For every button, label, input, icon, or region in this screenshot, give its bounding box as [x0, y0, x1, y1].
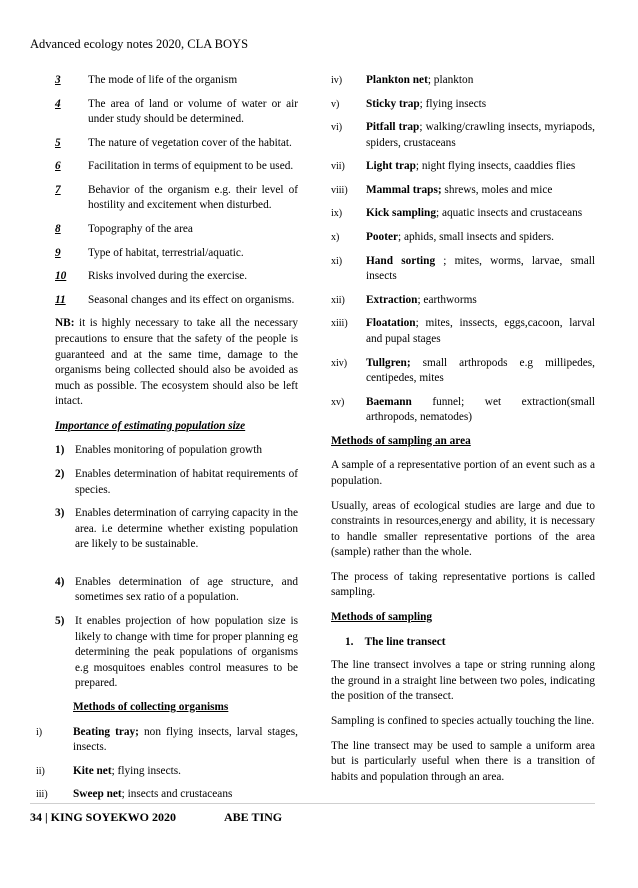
- importance-list: [55, 443, 298, 692]
- method-use: ; mites, worms, larvae, small insects: [366, 254, 595, 283]
- method-use: ; night flying insects, caaddies flies: [415, 160, 576, 173]
- roman-number: i): [36, 726, 43, 738]
- importance-number: 5): [55, 615, 65, 628]
- factor-text: Topography of the area: [88, 223, 193, 236]
- roman-number: xii): [331, 294, 345, 306]
- collecting-item: [331, 206, 595, 222]
- method-name: Mammal traps;: [366, 183, 442, 196]
- factor-number: 4: [55, 97, 61, 110]
- collecting-item: [331, 183, 595, 199]
- factor-item: [55, 246, 298, 262]
- importance-text: Enables determination of carrying capacity in the area. i.e determine whether existing population are likely to be sustainable.: [75, 507, 298, 551]
- factor-text: Behavior of the organism e.g. their level of hostility and excitement when disturbed.: [88, 183, 298, 212]
- roman-number: xiii): [331, 318, 348, 330]
- method-use: funnel; wet extraction(small arthropods, nematodes): [366, 395, 595, 424]
- importance-number: 1): [55, 444, 65, 457]
- nb-label: NB:: [55, 317, 75, 330]
- method-use: ; insects and crustaceans: [121, 788, 233, 801]
- method-name: Kite net: [73, 764, 112, 777]
- importance-item: [55, 575, 298, 606]
- transect-paragraph: Sampling is confined to species actually touching the line.: [331, 714, 595, 727]
- method-name: Floatation: [366, 317, 416, 330]
- factor-item: [55, 136, 298, 152]
- sampling-paragraph: A sample of a representative portion of an event such as a population.: [331, 459, 595, 487]
- importance-text: Enables determination of age structure, and sometimes sex ratio of a population.: [75, 575, 298, 604]
- methods-sampling-heading: Methods of sampling: [331, 611, 433, 624]
- importance-number: 3): [55, 507, 65, 520]
- method-use: ; flying insects.: [111, 764, 181, 777]
- factor-text: Facilitation in terms of equipment to be used.: [88, 160, 294, 173]
- factor-number: 8: [55, 223, 61, 236]
- nb-text: it is highly necessary to take all the necessary precautions to ensure that the safety of the people is guaranteed and at the same time, damage to the organisms being collected should also be avoided as much as possible. The ecosystem should also be left intact.: [55, 317, 298, 408]
- factor-item: [55, 222, 298, 238]
- importance-item: [55, 614, 298, 692]
- method-use: ; plankton: [427, 74, 474, 86]
- factor-text: The nature of vegetation cover of the habitat.: [88, 136, 292, 149]
- collecting-item: [331, 73, 595, 89]
- collecting-item: [36, 787, 298, 803]
- factor-item: [55, 159, 298, 175]
- roman-number: v): [331, 98, 340, 110]
- method-name: Extraction: [366, 293, 418, 306]
- footer-page: 34 | KING SOYEKWO 2020: [30, 810, 176, 824]
- sampling-paragraph: Usually, areas of ecological studies are large and due to constraints in resources,energy and ability, it is necessary to handle smaller representative portions of the area (sample) rather than the whole.: [331, 499, 595, 559]
- roman-number: viii): [331, 184, 348, 196]
- importance-text: It enables projection of how population size is likely to change with time for proper planning eg determining the peak populations of organisms e.g mosquitoes enables control measures to be prepared.: [75, 615, 298, 690]
- importance-number: 2): [55, 467, 65, 480]
- factor-number: 3: [55, 74, 61, 86]
- roman-number: xiv): [331, 357, 348, 369]
- footer-divider: [30, 803, 595, 804]
- method-use: shrews, moles and mice: [441, 183, 553, 196]
- factor-number: 10: [55, 270, 67, 283]
- importance-item: [55, 443, 298, 459]
- factor-number: 6: [55, 160, 61, 173]
- method-use: ; flying insects: [419, 97, 487, 110]
- page-header: Advanced ecology notes 2020, CLA BOYS: [30, 37, 249, 51]
- nb-note: [55, 316, 298, 409]
- method-name: Plankton net: [366, 74, 428, 86]
- method-use: ; walking/crawling insects, myriapods, spiders, crustaceans: [366, 121, 595, 149]
- method-name: Beating tray;: [73, 725, 139, 738]
- method-name: Sweep net: [73, 788, 122, 801]
- method-name: Pooter: [366, 231, 398, 244]
- collecting-item: [331, 97, 595, 113]
- factor-item: [55, 97, 298, 128]
- roman-number: ix): [331, 208, 343, 220]
- collecting-item: [331, 293, 595, 309]
- roman-number: vi): [331, 122, 343, 134]
- method-use: ; earthworms: [417, 293, 477, 306]
- roman-number: vii): [331, 161, 345, 173]
- transect-paragraph: The line transect involves a tape or string running along the ground in a straight line between two poles, indicating the position of the transect.: [331, 659, 595, 703]
- method-use: ; aphids, small insects and spiders.: [398, 231, 554, 244]
- factor-text: The area of land or volume of water or air under study should be determined.: [88, 97, 298, 126]
- method-name: Baemann: [366, 395, 412, 408]
- method-use: ; mites, inssects, eggs,cacoon, larval and pupal stages: [366, 317, 595, 345]
- factor-text: The mode of life of the organism: [88, 74, 238, 86]
- factor-item: [55, 269, 298, 285]
- collecting-item: [331, 159, 595, 175]
- left-column: [36, 73, 298, 811]
- method-use: ; aquatic insects and crustaceans: [436, 207, 583, 220]
- method-name: Light trap: [366, 160, 416, 173]
- collecting-item: [331, 230, 595, 246]
- factor-item: [55, 73, 298, 89]
- collecting-item: [331, 120, 595, 151]
- collecting-item: [36, 725, 298, 756]
- factor-number: 7: [55, 183, 61, 196]
- factor-number: 9: [55, 246, 61, 259]
- roman-number: iv): [331, 75, 343, 86]
- factor-text: Type of habitat, terrestrial/aquatic.: [88, 246, 244, 259]
- roman-number: x): [331, 232, 340, 244]
- method-name: Sticky trap: [366, 97, 420, 110]
- collecting-item: [331, 356, 595, 387]
- footer-author: ABE TING: [224, 810, 283, 824]
- roman-number: xi): [331, 255, 343, 267]
- transect-paragraph: The line transect may be used to sample a uniform area but is particularly useful when there is a transition of habits and population through an area.: [331, 739, 595, 783]
- sampling-paragraph: The process of taking representative portions is called sampling.: [331, 570, 595, 599]
- page-footer: [30, 809, 282, 826]
- method-name: Kick sampling: [366, 207, 436, 220]
- collecting-list-left: [36, 725, 298, 803]
- factor-text: Risks involved during the exercise.: [88, 270, 248, 283]
- importance-number: 4): [55, 575, 65, 588]
- collecting-item: [331, 316, 595, 347]
- factors-list: [55, 73, 298, 308]
- importance-item: [55, 467, 298, 498]
- collecting-item: [36, 764, 298, 780]
- roman-number: iii): [36, 789, 48, 801]
- collecting-item: [331, 254, 595, 285]
- method-use: small arthropods e.g millipedes, centipedes, mites: [366, 356, 595, 385]
- collecting-list-right: [331, 73, 595, 426]
- methods-collecting-heading: Methods of collecting organisms: [73, 700, 229, 713]
- method-use: non flying insects, larval stages, insects.: [73, 725, 298, 754]
- factor-number: 11: [55, 293, 66, 306]
- method-name: Hand sorting: [366, 254, 436, 267]
- line-transect-heading: 1. The line transect: [345, 635, 446, 648]
- importance-text: Enables determination of habitat requirements of species.: [75, 467, 298, 496]
- right-column: [331, 73, 595, 794]
- factor-number: 5: [55, 136, 61, 149]
- factor-text: Seasonal changes and its effect on organisms.: [88, 293, 295, 306]
- importance-heading: Importance of estimating population size: [55, 419, 246, 432]
- method-name: Pitfall trap: [366, 121, 420, 134]
- importance-item: [55, 506, 298, 553]
- factor-item: [55, 293, 298, 309]
- roman-number: xv): [331, 396, 345, 408]
- method-name: Tullgren;: [366, 356, 411, 369]
- factor-item: [55, 183, 298, 214]
- spacer: [55, 561, 298, 575]
- importance-text: Enables monitoring of population growth: [75, 444, 262, 457]
- sampling-area-heading: Methods of sampling an area: [331, 434, 471, 447]
- roman-number: ii): [36, 765, 45, 777]
- collecting-item: [331, 395, 595, 426]
